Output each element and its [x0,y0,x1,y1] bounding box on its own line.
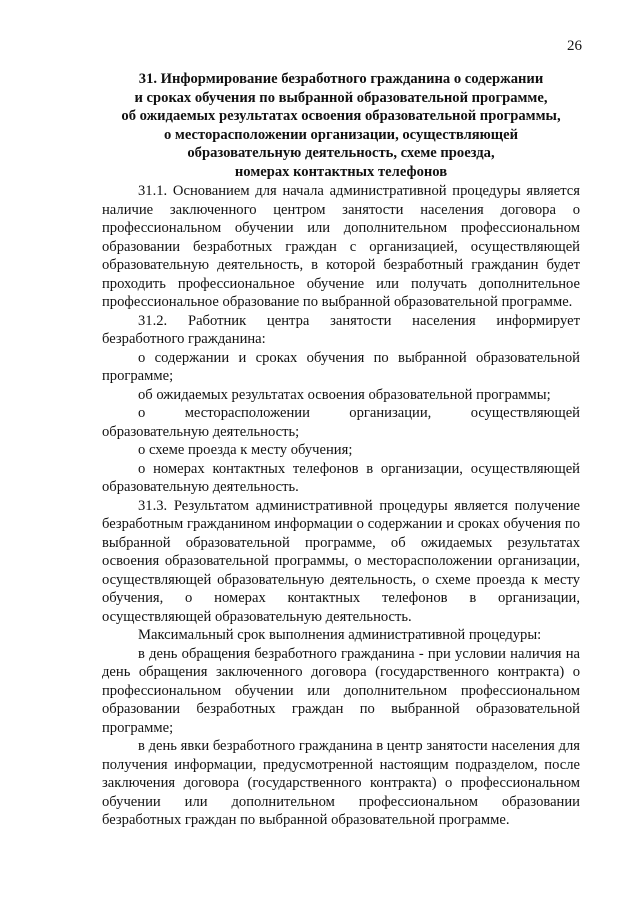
paragraph-31-3: 31.3. Результатом административной процедуры является получение безработным гражданином информации о содержании и сроках обучения по выбранной образовательной программе, об ожидаемых результатах освоения образовательной программы, о месторасположении организации, осуществляющей образовательную деятельность, о схеме проезда к месту обучения, о номерах контактных телефонов в организации, осуществляющей образовательную деятельность. [102,497,580,625]
list-item: об ожидаемых результатах освоения образовательной программы; [138,386,551,403]
body-text [102,182,580,830]
list-item: о содержании и сроках обучения по выбранной образовательной программе; [102,349,580,384]
list-item: о номерах контактных телефонов в организации, осуществляющей образовательную деятельность. [102,460,580,495]
list-item: о схеме проезда к месту обучения; [138,442,353,458]
heading-line: об ожидаемых результатах освоения образовательной программы, [121,108,561,124]
page-number: 26 [567,38,582,54]
heading-line: и сроках обучения по выбранной образовательной программе, [134,89,548,106]
paragraph-31-1: 31.1. Основанием для начала административной процедуры является наличие заключенного центром занятости населения договора о профессиональном обучении или дополнительном профессиональном образовании безработных граждан с организацией, осуществляющей образовательную деятельность, в которой безработный гражданин будет проходить профессиональное обучение или получать дополнительное профессиональное образование по выбранной образовательной программе. [102,183,580,310]
heading-line: номерах контактных телефонов [234,163,448,180]
paragraph-deadline-intro: Максимальный срок выполнения административной процедуры: [138,627,542,643]
heading-line: о месторасположении организации, осуществляющей [163,126,519,143]
document-body [102,70,580,830]
section-heading [102,70,580,181]
heading-line: 31. Информирование безработного гражданина о содержании [138,71,544,87]
list-item: о месторасположении организации, осуществляющей образовательную деятельность; [102,405,580,440]
paragraph-31-2: 31.2. Работник центра занятости населения информирует безработного гражданина: [102,312,580,347]
heading-line: образовательную деятельность, схеме проезда, [187,145,495,161]
paragraph-deadline-1: в день обращения безработного гражданина - при условии наличия на день обращения заключенного договора (государственного контракта) о профессиональном обучении или дополнительном профессиональном образовании безработных граждан по выбранной образовательной программе; [102,645,580,736]
paragraph-deadline-2: в день явки безработного гражданина в центр занятости населения для получения информации, предусмотренной настоящим подразделом, после заключения договора (государственного контракта) о профессиональном обучении или дополнительном профессиональном образовании безработных граждан по выбранной образовательной программе. [102,738,580,828]
